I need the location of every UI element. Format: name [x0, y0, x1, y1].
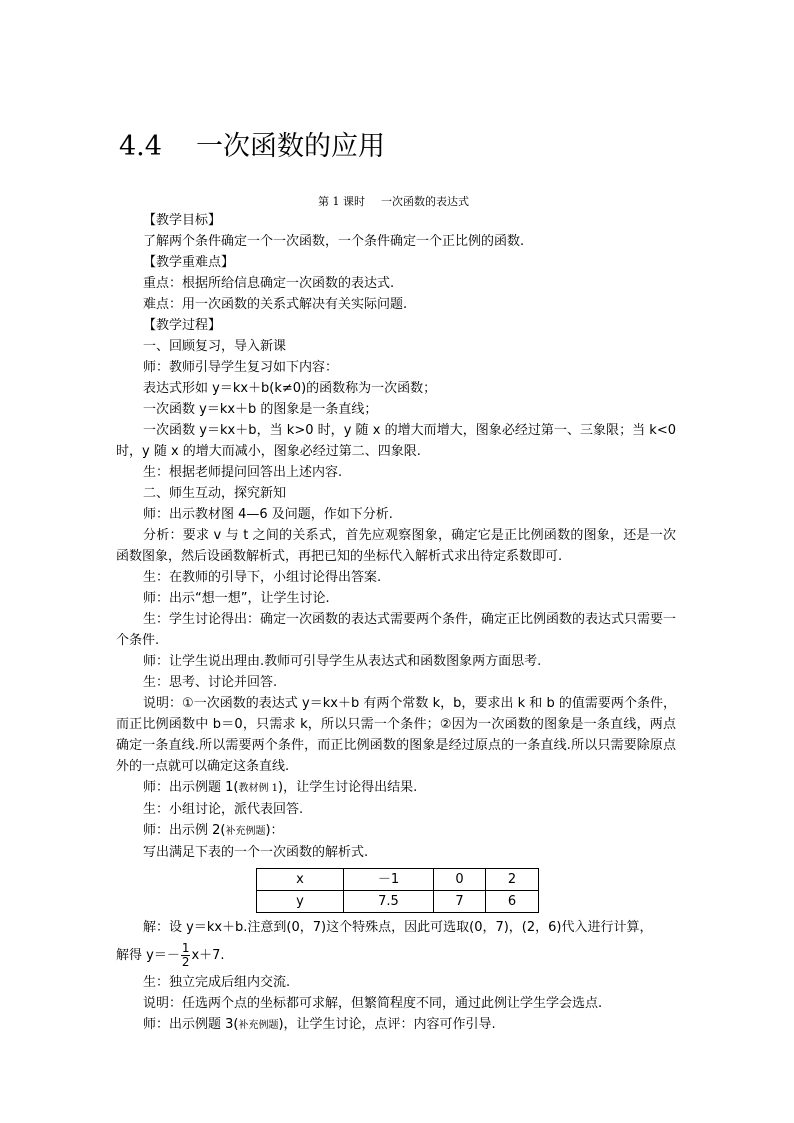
goals-heading: 【教学目标】 [143, 213, 222, 228]
page-title [119, 124, 385, 163]
table-cell: 6 [486, 891, 539, 913]
table-cell: 7.5 [344, 891, 434, 913]
paragraph: 师：让学生说出理由.教师可引导学生从表达式和函数图象两方面思考. [143, 654, 542, 669]
focus-heading: 【教学重难点】 [143, 255, 235, 270]
section-number: 4.4 [119, 131, 162, 162]
lesson-content [116, 210, 676, 1036]
paragraph: 分析：要求 v 与 t 之间的关系式，首先应观察图象，确定它是正比例函数的图象，还是一次函数图象，然后设函数解析式，再把已知的坐标代入解析式求出待定系数即可. [116, 528, 676, 564]
paragraph: 师：出示例题 1(教材例 1)，让学生讨论得出结果. [143, 780, 418, 795]
table-cell: 7 [434, 891, 486, 913]
paragraph: 生：独立完成后组内交流. [143, 975, 291, 990]
lesson-number: 第 1 课时 [318, 195, 365, 208]
paragraph: 生：思考、讨论并回答. [143, 675, 278, 690]
lesson-subtitle [318, 193, 469, 209]
paragraph: 一次函数 y＝kx＋b 的图象是一条直线； [143, 402, 378, 417]
table-row [257, 869, 539, 891]
table-cell: 2 [486, 869, 539, 891]
value-table [256, 868, 539, 913]
focus-difficulty: 难点：用一次函数的关系式解决有关实际问题. [143, 297, 408, 312]
paragraph: 生：学生讨论得出：确定一次函数的表达式需要两个条件，确定正比例函数的表达式只需要一个条件. [116, 612, 677, 648]
solution-line: 解：设 y＝kx＋b.注意到(0，7)这个特殊点，因此可选取(0，7)，(2，6)代入进行计算， [143, 920, 653, 935]
paragraph: 写出满足下表的一个一次函数的解析式. [143, 845, 369, 860]
fraction: $\frac{1}{2}$ [181, 940, 190, 969]
table-cell: －1 [344, 869, 434, 891]
process-heading: 【教学过程】 [143, 318, 222, 333]
solution-result: 解得 y＝－ $\frac{1}{2}$ x＋7. [116, 940, 225, 969]
lesson-topic: 一次函数的表达式 [381, 195, 469, 208]
goals-text: 了解两个条件确定一个一次函数，一个条件确定一个正比例的函数. [143, 234, 525, 249]
focus-key: 重点：根据所给信息确定一次函数的表达式. [143, 276, 395, 291]
paragraph: 说明：①一次函数的表达式 y＝kx＋b 有两个常数 k，b，要求出 k 和 b 的值需要两个条件，而正比例函数中 b＝0，只需求 k，所以只需一个条件；②因为一次函数的图象是一条直线，两点确定一条直线.所以需要两个条件，而正比例函数的图象是经过原点的一条直线.所以只需要除原点外的一点就可以确定这条直线. [116, 696, 676, 774]
paragraph: 师：出示例 2(补充例题)： [143, 823, 284, 838]
paragraph: 生：根据老师提问回答出上述内容. [143, 465, 343, 480]
paragraph: 师：教师引导学生复习如下内容： [143, 360, 339, 375]
paragraph: 师：出示“想一想”，让学生讨论. [143, 591, 330, 606]
paragraph: 表达式形如 y＝kx＋b(k≠0)的函数称为一次函数； [143, 381, 437, 396]
paragraph: 生：小组讨论，派代表回答. [143, 802, 304, 817]
paragraph: 生：在教师的引导下，小组讨论得出答案. [143, 570, 382, 585]
paragraph: 一、回顾复习，导入新课 [143, 339, 287, 354]
section-title: 一次函数的应用 [195, 131, 385, 162]
table-cell: x [257, 869, 344, 891]
table-cell: y [257, 891, 344, 913]
paragraph: 说明：任选两个点的坐标都可求解，但繁简程度不同，通过此例让学生学会选点. [143, 996, 603, 1011]
paragraph: 师：出示教材图 4—6 及问题，作如下分析. [143, 507, 393, 522]
table-row [257, 891, 539, 913]
paragraph: 一次函数 y＝kx＋b，当 k>0 时，y 随 x 的增大而增大，图象必经过第一、三象限；当 k<0 时，y 随 x 的增大而减小，图象必经过第二、四象限. [116, 423, 676, 459]
paragraph: 师：出示例题 3(补充例题)，让学生讨论，点评：内容可作引导. [143, 1017, 496, 1032]
paragraph: 二、师生互动，探究新知 [143, 486, 287, 501]
table-cell: 0 [434, 869, 486, 891]
